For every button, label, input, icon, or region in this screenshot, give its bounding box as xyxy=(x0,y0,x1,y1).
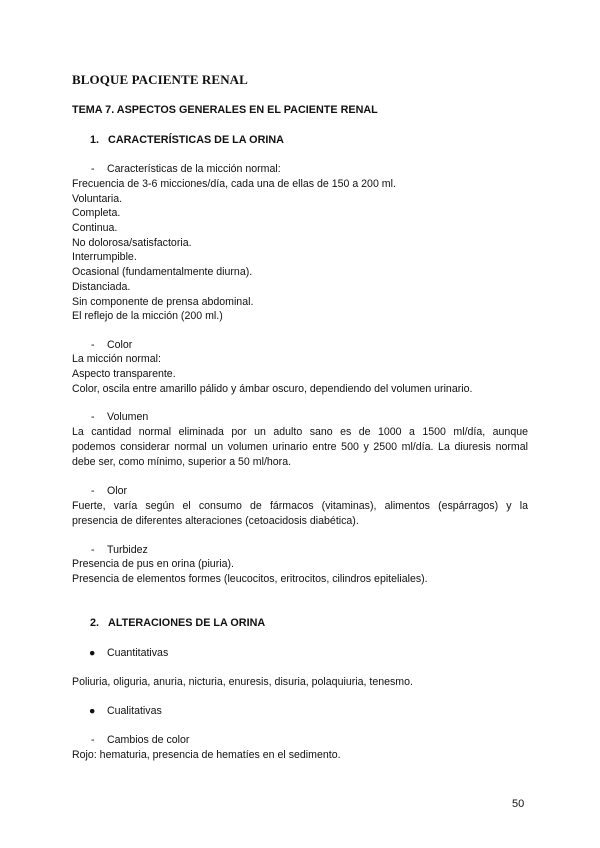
cambios-color-label: Cambios de color xyxy=(107,734,190,746)
cambios-color-text: Rojo: hematuria, presencia de hematíes en el sedimento. xyxy=(72,749,341,761)
olor-line: Fuerte, varía según el consumo de fármacos (vitaminas), alimentos (espárragos) y la xyxy=(72,500,528,512)
cuantitativas-text: Poliuria, oliguria, anuria, nicturia, enuresis, disuria, polaquiuria, tenesmo. xyxy=(72,676,413,688)
topic-title: TEMA 7. ASPECTOS GENERALES EN EL PACIENTE RENAL xyxy=(72,104,378,116)
turbidez-line: Presencia de elementos formes (leucocitos, eritrocitos, cilindros epiteliales). xyxy=(72,573,428,585)
color-line: La micción normal: xyxy=(72,353,161,365)
turbidez-label: Turbidez xyxy=(107,544,148,556)
characteristics-line: No dolorosa/satisfactoria. xyxy=(72,237,192,249)
dash-marker: - xyxy=(91,339,95,351)
color-subheading xyxy=(91,338,132,353)
dash-marker: - xyxy=(91,163,95,175)
turbidez-subheading xyxy=(91,543,148,558)
dash-marker: - xyxy=(91,411,95,423)
bullet-marker: ● xyxy=(89,647,96,659)
cualitativas-label: Cualitativas xyxy=(107,705,162,717)
section-2-title: ALTERACIONES DE LA ORINA xyxy=(108,617,266,629)
color-label: Color xyxy=(107,339,133,351)
olor-line: presencia de diferentes alteraciones (cetoacidosis diabética). xyxy=(72,515,359,527)
olor-label: Olor xyxy=(107,485,128,497)
dash-marker: - xyxy=(91,485,95,497)
color-line: Color, oscila entre amarillo pálido y ámbar oscuro, dependiendo del volumen urinario. xyxy=(72,383,473,395)
cambios-color-subheading xyxy=(91,733,189,748)
characteristics-line: Continua. xyxy=(72,222,118,234)
characteristics-line: Completa. xyxy=(72,207,121,219)
volumen-line: La cantidad normal eliminada por un adulto sano es de 1000 a 1500 ml/día, aunque xyxy=(72,426,528,438)
cuantitativas-label: Cuantitativas xyxy=(107,647,169,659)
block-title: BLOQUE PACIENTE RENAL xyxy=(72,72,248,87)
volumen-line: debe ser, como mínimo, superior a 50 ml/hora. xyxy=(72,456,292,468)
volumen-subheading xyxy=(91,410,148,425)
characteristics-line: El reflejo de la micción (200 ml.) xyxy=(72,310,223,322)
volumen-label: Volumen xyxy=(107,411,149,423)
characteristics-label: Características de la micción normal: xyxy=(107,163,281,175)
dash-marker: - xyxy=(91,544,95,556)
characteristics-line: Distanciada. xyxy=(72,281,131,293)
turbidez-line: Presencia de pus en orina (piuria). xyxy=(72,558,234,570)
section-1-title: CARACTERÍSTICAS DE LA ORINA xyxy=(108,134,284,146)
section-1-number: 1. xyxy=(90,134,100,146)
characteristics-line: Ocasional (fundamentalmente diurna). xyxy=(72,266,253,278)
bullet-marker: ● xyxy=(89,705,96,717)
volumen-line: podemos considerar normal un volumen urinario entre 500 y 2500 ml/día. La diuresis normal xyxy=(72,441,528,453)
characteristics-line: Interrumpible. xyxy=(72,251,137,263)
color-line: Aspecto transparente. xyxy=(72,368,176,380)
characteristics-line: Sin componente de prensa abdominal. xyxy=(72,296,254,308)
cuantitativas-bullet xyxy=(89,646,168,661)
olor-subheading xyxy=(91,484,127,499)
section-1-heading xyxy=(90,133,284,148)
characteristics-line: Voluntaria. xyxy=(72,193,123,205)
section-2-heading xyxy=(90,616,265,631)
dash-marker: - xyxy=(91,734,95,746)
characteristics-line: Frecuencia de 3-6 micciones/día, cada una de ellas de 150 a 200 ml. xyxy=(72,178,396,190)
page-number: 50 xyxy=(512,798,525,810)
section-2-number: 2. xyxy=(90,617,100,629)
cualitativas-bullet xyxy=(89,704,162,719)
characteristics-subheading xyxy=(91,162,281,177)
